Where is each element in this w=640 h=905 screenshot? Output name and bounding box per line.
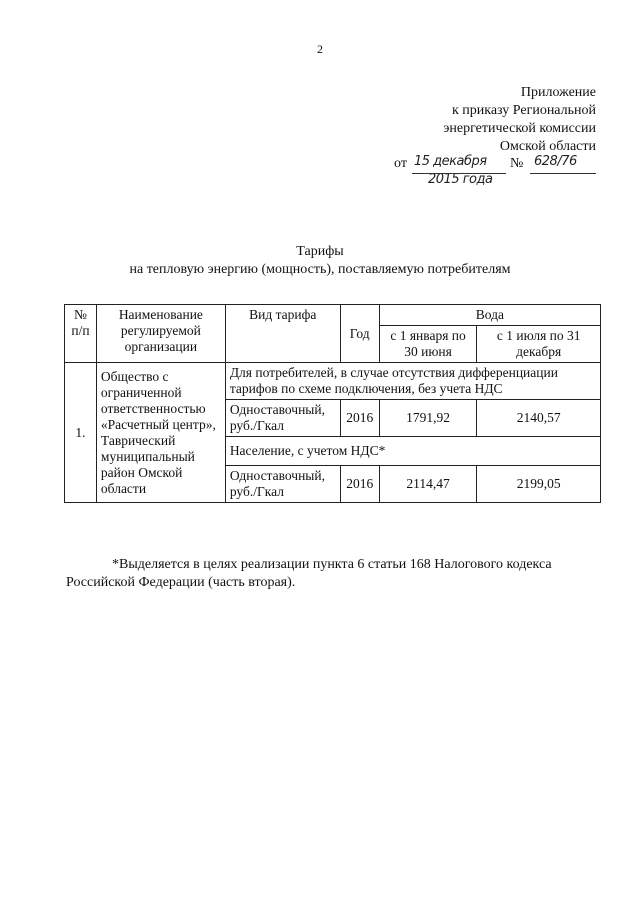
table-header-row bbox=[65, 305, 601, 326]
handwritten-date: 15 декабря bbox=[414, 154, 487, 169]
handwritten-number: 628/76 bbox=[534, 154, 577, 169]
footnote: *Выделяется в целях реализации пункта 6 статьи 168 Налогового кодекса Российской Федерации (часть вторая). bbox=[66, 557, 552, 590]
handwritten-year: 2015 года bbox=[428, 172, 493, 187]
appendix-line-4: Омской области bbox=[499, 139, 596, 154]
header-organization: Наименование регулируемой организации bbox=[96, 305, 225, 363]
appendix-line-3: энергетической комиссии bbox=[443, 121, 596, 136]
header-period-2: с 1 июля по 31 декабря bbox=[477, 326, 601, 363]
page-number: 2 bbox=[317, 42, 323, 56]
row-organization: Общество с ограниченной ответственностью «Расчетный центр», Таврический муниципальный район Омской области bbox=[96, 363, 225, 503]
appendix-line-2: к приказу Региональной bbox=[451, 103, 596, 118]
group-2-year: 2016 bbox=[340, 466, 379, 503]
tariffs-table bbox=[64, 304, 601, 503]
table-row bbox=[65, 363, 601, 400]
header-number: № п/п bbox=[65, 305, 97, 363]
document-title: Тарифы bbox=[296, 244, 344, 259]
group-2-value-2: 2199,05 bbox=[477, 466, 601, 503]
group-1-value-2: 2140,57 bbox=[477, 400, 601, 437]
appendix-line-1: Приложение bbox=[520, 85, 596, 100]
number-underline bbox=[530, 173, 596, 174]
header-year: Год bbox=[340, 305, 379, 363]
header-tariff-type: Вид тарифа bbox=[225, 305, 340, 363]
group-2-label: Население, с учетом НДС* bbox=[225, 437, 600, 466]
group-1-value-1: 1791,92 bbox=[379, 400, 477, 437]
appendix-header bbox=[443, 84, 596, 156]
document-subtitle: на тепловую энергию (мощность), поставляемую потребителям bbox=[129, 262, 511, 277]
row-number: 1. bbox=[65, 363, 97, 503]
group-1-label: Для потребителей, в случае отсутствия дифференциации тарифов по схеме подключения, без учета НДС bbox=[225, 363, 600, 400]
header-period-1: с 1 января по 30 июня bbox=[379, 326, 477, 363]
header-water: Вода bbox=[379, 305, 600, 326]
number-sign: № bbox=[510, 156, 524, 171]
group-2-tariff-type: Одноставочный, руб./Гкал bbox=[225, 466, 340, 503]
date-underline bbox=[412, 173, 506, 174]
group-1-tariff-type: Одноставочный, руб./Гкал bbox=[225, 400, 340, 437]
order-date-number bbox=[394, 154, 604, 198]
group-1-year: 2016 bbox=[340, 400, 379, 437]
date-prefix: от bbox=[394, 156, 407, 171]
group-2-value-1: 2114,47 bbox=[379, 466, 477, 503]
